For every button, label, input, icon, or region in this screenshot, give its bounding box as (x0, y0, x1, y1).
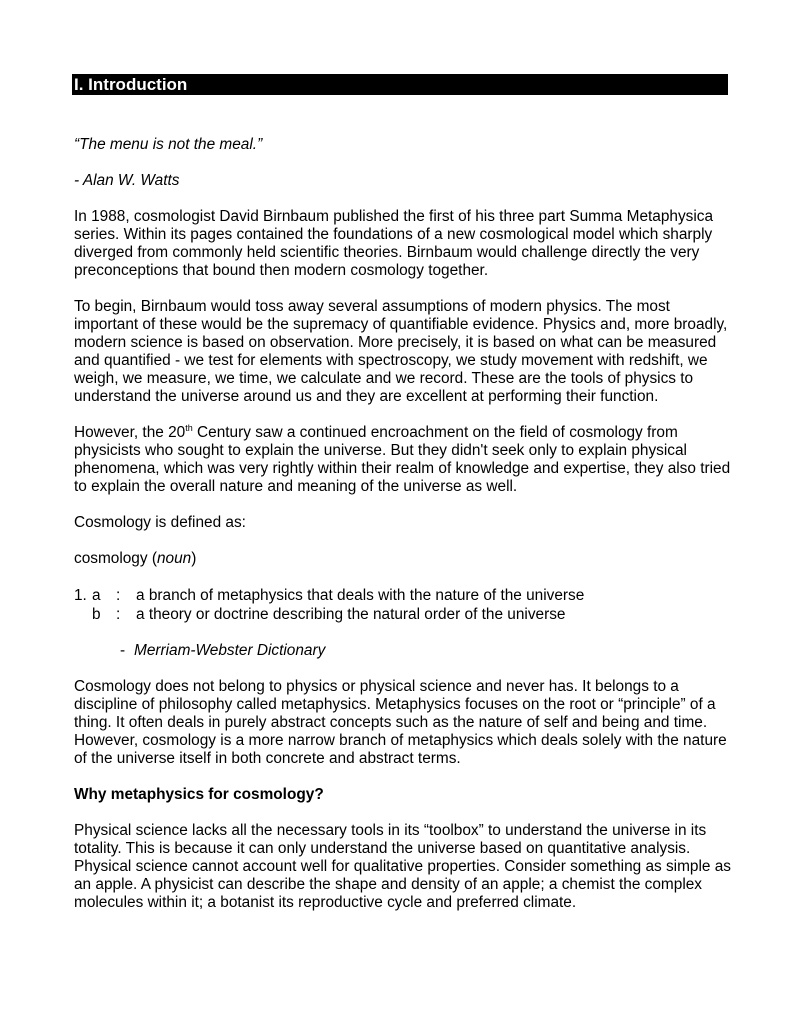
definition-entry-b (74, 605, 734, 624)
source-name: Merriam-Webster Dictionary (134, 642, 326, 659)
definition-letter: a (92, 587, 101, 604)
epigraph-quote: “The menu is not the meal.” (74, 136, 263, 153)
definition-text: a branch of metaphysics that deals with the nature of the universe (136, 587, 585, 604)
definition-term-line (74, 550, 734, 568)
paragraph-2: To begin, Birnbaum would toss away several assumptions of modern physics. The most important of these would be the supremacy of quantifiable evidence. Physics and, more broadly, modern science is based on observation. More precisely, it is based on what can be measured and quantified - we test for elements with spectroscopy, we study movement with redshift, we weigh, we measure, we time, we calculate and we record. These are the tools of physics to understand the universe around us and they are excellent at performing their function. (74, 298, 728, 405)
paragraph-4: Cosmology is defined as: (74, 514, 246, 531)
ordinal-suffix: th (185, 422, 193, 433)
part-of-speech: noun (156, 550, 192, 567)
definition-separator: : (116, 606, 121, 623)
definition-letter: b (92, 606, 101, 623)
close-paren: ) (191, 550, 197, 567)
paragraph-3 (74, 424, 734, 496)
paragraph-8: Physical science lacks all the necessary tools in its “toolbox” to understand the universe in its totality. This is because it can only understand the universe based on quantitative analysis. Physical science cannot account well for qualitative properties. Consider something as simple as an apple. A physicist can describe the shape and density of an apple; a chemist the complex molecules within it; a botanist its reproductive cycle and preferred climate. (74, 822, 731, 911)
definition-term: cosmology (74, 550, 148, 567)
open-paren: ( (147, 550, 157, 567)
definition-entry-a (74, 586, 734, 605)
definition-list (74, 586, 734, 624)
document-body (74, 136, 734, 930)
definition-source (74, 642, 734, 660)
paragraph-3-start: However, the 20 (74, 424, 186, 441)
epigraph-author: - Alan W. Watts (74, 172, 180, 189)
paragraph-1: In 1988, cosmologist David Birnbaum published the first of his three part Summa Metaphysica series. Within its pages contained the foundations of a new cosmological model which sharply diverged from commonly held scientific theories. Birnbaum would challenge directly the very preconceptions that bound then modern cosmology together. (74, 208, 714, 279)
paragraph-6: Cosmology does not belong to physics or physical science and never has. It belongs to a discipline of philosophy called metaphysics. Metaphysics focuses on the root or “principle” of a thing. It often deals in purely abstract concepts such as the nature of self and being and time. However, cosmology is a more narrow branch of metaphysics which deals solely with the nature of the universe itself in both concrete and abstract terms. (74, 678, 727, 767)
subheading: Why metaphysics for cosmology? (74, 786, 324, 803)
definition-text: a theory or doctrine describing the natural order of the universe (136, 606, 566, 623)
section-heading: I. Introduction (72, 74, 728, 95)
source-dash: - (120, 642, 126, 659)
definition-number: 1. (74, 587, 87, 604)
paragraph-3-end: Century saw a continued encroachment on the field of cosmology from physicists who sought to explain the universe. But they didn't seek only to explain physical phenomena, which was very rightly within their realm of knowledge and expertise, they also tried to explain the overall nature and meaning of the universe as well. (74, 424, 731, 495)
definition-separator: : (116, 587, 121, 604)
